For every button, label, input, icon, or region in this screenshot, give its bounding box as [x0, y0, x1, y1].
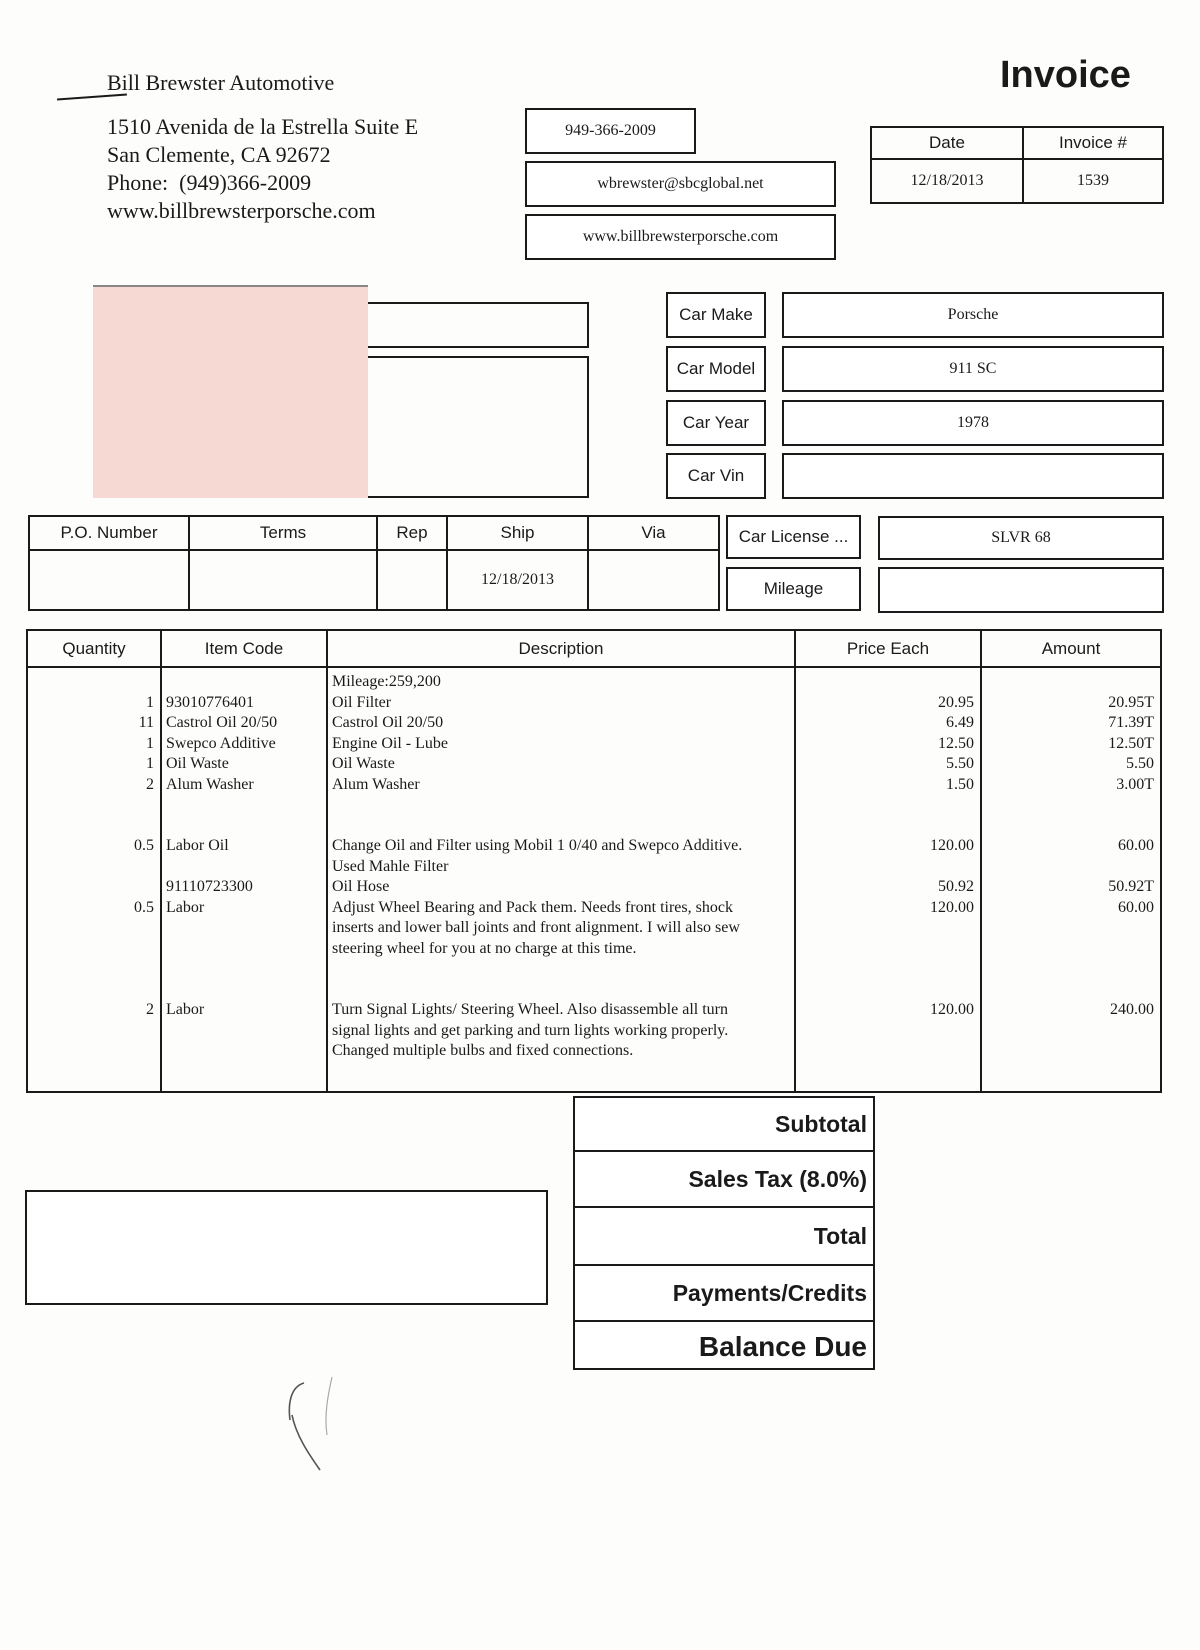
ship-label: Ship [447, 516, 588, 550]
item-code [166, 918, 326, 939]
line-items-table [26, 629, 1162, 1093]
company-address [107, 113, 418, 225]
website-line: www.billbrewsterporsche.com [107, 198, 376, 223]
item-amount: 3.00T [1116, 775, 1154, 793]
via-label: Via [588, 516, 719, 550]
car-vin-value [782, 453, 1164, 499]
total-label: Total [575, 1208, 873, 1266]
car-model-label: Car Model [666, 346, 766, 392]
car-model-value: 911 SC [782, 346, 1164, 392]
price-each-header: Price Each [795, 630, 981, 667]
terms-value [189, 550, 377, 610]
item-description: Used Mahle Filter [332, 857, 449, 875]
row-spacer [982, 959, 1154, 980]
item-amount [982, 1021, 1154, 1042]
divider [93, 285, 368, 287]
item-quantity [28, 877, 154, 898]
item-description: Changed multiple bulbs and fixed connections. [332, 1042, 634, 1059]
item-code [166, 1021, 326, 1042]
amount-column [981, 667, 1161, 1092]
invoice-date: 12/18/2013 [871, 159, 1023, 203]
item-description: Oil Hose [332, 878, 390, 895]
item-quantity [28, 939, 154, 960]
item-price-each [796, 939, 974, 960]
row-spacer [28, 795, 154, 816]
row-spacer [28, 816, 154, 837]
item-amount [982, 939, 1154, 960]
car-license-value: SLVR 68 [878, 516, 1164, 560]
po-number-value [29, 550, 189, 610]
item-amount [982, 672, 1154, 693]
sales-tax-label: Sales Tax (8.0%) [575, 1152, 873, 1208]
website-box: www.billbrewsterporsche.com [525, 214, 836, 260]
description-column [327, 667, 795, 1092]
item-code [166, 939, 326, 960]
row-spacer [166, 959, 326, 980]
row-spacer [982, 980, 1154, 1001]
item-amount: 60.00 [1118, 898, 1154, 916]
row-spacer [166, 816, 326, 837]
item-description: Adjust Wheel Bearing and Pack them. Needs front tires, shock [332, 898, 733, 916]
item-code: Labor [166, 1001, 205, 1018]
row-spacer [332, 980, 794, 1001]
item-price-each: 1.50 [946, 775, 974, 793]
item-description: Alum Washer [332, 775, 420, 793]
item-code [166, 1041, 326, 1062]
item-code-column [161, 667, 327, 1092]
item-code-header: Item Code [161, 630, 327, 667]
item-quantity: 11 [138, 714, 154, 731]
item-quantity [28, 1021, 154, 1042]
row-spacer [332, 795, 794, 816]
item-price-each: 50.92 [938, 878, 974, 895]
terms-label: Terms [189, 516, 377, 550]
row-spacer [166, 795, 326, 816]
item-quantity: 2 [146, 1001, 154, 1018]
invoice-title: Invoice [1000, 54, 1131, 96]
rep-value [377, 550, 447, 610]
address-line-1: 1510 Avenida de la Estrella Suite E [107, 114, 419, 139]
order-info-table [28, 515, 720, 611]
item-price-each [796, 1021, 974, 1042]
description-header: Description [327, 630, 795, 667]
item-description: Turn Signal Lights/ Steering Wheel. Also disassemble all turn [332, 1001, 728, 1018]
date-invoice-table [870, 126, 1164, 204]
row-spacer [332, 816, 794, 837]
item-amount: 240.00 [1110, 1001, 1154, 1018]
item-quantity: 0.5 [134, 898, 154, 916]
item-description: Oil Filter [332, 693, 392, 711]
phone-box: 949-366-2009 [525, 108, 696, 154]
date-label: Date [871, 127, 1023, 159]
car-make-label: Car Make [666, 292, 766, 338]
via-value [588, 550, 719, 610]
item-code: Swepco Additive [166, 734, 276, 752]
item-description: Castrol Oil 20/50 [332, 714, 444, 731]
row-spacer [796, 816, 974, 837]
item-amount: 20.95T [1108, 693, 1154, 711]
company-name: Bill Brewster Automotive [107, 70, 335, 95]
item-price-each: 120.00 [930, 837, 974, 854]
amount-header: Amount [981, 630, 1161, 667]
rep-label: Rep [377, 516, 447, 550]
item-quantity [28, 857, 154, 878]
item-quantity [28, 672, 154, 693]
item-quantity [28, 918, 154, 939]
row-spacer [982, 795, 1154, 816]
item-amount: 5.50 [1126, 755, 1154, 772]
item-description: steering wheel for you at no charge at this time. [332, 939, 637, 957]
car-year-value: 1978 [782, 400, 1164, 446]
item-price-each [796, 672, 974, 693]
item-description: Engine Oil - Lube [332, 734, 448, 752]
item-code: Oil Waste [166, 755, 229, 772]
item-price-each: 12.50 [938, 734, 974, 752]
item-code [166, 672, 326, 693]
ship-value: 12/18/2013 [447, 550, 588, 610]
row-spacer [796, 980, 974, 1001]
item-description: Oil Waste [332, 755, 395, 772]
row-spacer [796, 959, 974, 980]
row-spacer [982, 816, 1154, 837]
item-price-each: 120.00 [930, 1001, 974, 1018]
redacted-customer-address [93, 286, 368, 498]
item-code: Labor Oil [166, 837, 229, 854]
item-code: 91110723300 [166, 878, 253, 895]
item-price-each [796, 918, 974, 939]
row-spacer [332, 959, 794, 980]
item-quantity: 1 [146, 755, 154, 772]
bill-to-name-box [368, 302, 589, 348]
item-code: 93010776401 [166, 693, 254, 711]
car-make-value: Porsche [782, 292, 1164, 338]
price-each-column [795, 667, 981, 1092]
car-license-label: Car License ... [726, 515, 861, 559]
car-year-label: Car Year [666, 400, 766, 446]
item-code: Labor [166, 898, 205, 916]
balance-due-label: Balance Due [698, 1331, 867, 1362]
totals-box [573, 1096, 875, 1370]
item-description: inserts and lower ball joints and front alignment. I will also sew [332, 919, 740, 936]
memo-box [25, 1190, 548, 1305]
mileage-label: Mileage [726, 567, 861, 611]
item-price-each: 5.50 [946, 755, 974, 772]
row-spacer [28, 980, 154, 1001]
item-amount: 12.50T [1108, 734, 1154, 752]
item-code: Castrol Oil 20/50 [166, 714, 278, 731]
quantity-column [27, 667, 161, 1092]
car-vin-label: Car Vin [666, 453, 766, 499]
item-price-each [796, 1041, 974, 1062]
item-quantity: 1 [146, 734, 154, 752]
invoice-number: 1539 [1023, 159, 1163, 203]
mileage-value [878, 567, 1164, 613]
bill-to-address-box [368, 356, 589, 498]
payments-credits-label: Payments/Credits [575, 1266, 873, 1322]
address-line-2: San Clemente, CA 92672 [107, 142, 331, 167]
item-price-each: 20.95 [938, 693, 974, 711]
email-box: wbrewster@sbcglobal.net [525, 161, 836, 207]
phone-line: Phone: (949)366-2009 [107, 170, 312, 195]
item-price-each: 6.49 [946, 714, 974, 731]
item-quantity: 0.5 [134, 837, 154, 854]
item-amount [982, 1041, 1154, 1062]
item-amount: 60.00 [1118, 837, 1154, 854]
item-description: Change Oil and Filter using Mobil 1 0/40 and Swepco Additive. [332, 837, 743, 854]
item-amount [982, 918, 1154, 939]
item-quantity: 1 [146, 693, 154, 711]
item-amount [982, 857, 1154, 878]
subtotal-label: Subtotal [575, 1098, 873, 1152]
item-quantity [28, 1041, 154, 1062]
invoice-number-label: Invoice # [1023, 127, 1163, 159]
item-price-each: 120.00 [930, 898, 974, 916]
row-spacer [166, 980, 326, 1001]
item-amount: 71.39T [1108, 714, 1154, 731]
item-quantity: 2 [146, 775, 154, 793]
po-number-label: P.O. Number [29, 516, 189, 550]
signature-mark [280, 1375, 350, 1485]
item-description: signal lights and get parking and turn lights working properly. [332, 1021, 729, 1039]
row-spacer [796, 795, 974, 816]
item-price-each [796, 857, 974, 878]
item-code: Alum Washer [166, 775, 254, 793]
item-code [166, 857, 326, 878]
quantity-header: Quantity [27, 630, 161, 667]
item-description: Mileage:259,200 [332, 673, 441, 690]
row-spacer [28, 959, 154, 980]
item-amount: 50.92T [1108, 878, 1154, 895]
